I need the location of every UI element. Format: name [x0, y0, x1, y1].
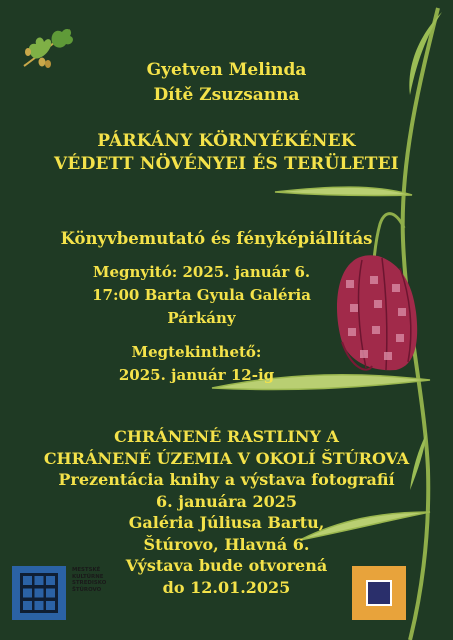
opening-line: 17:00 Barta Gyula Galéria — [92, 286, 311, 304]
slovak-line: do 12.01.2025 — [162, 577, 291, 597]
authors — [0, 58, 453, 108]
cultural-center-logo-text — [72, 567, 122, 593]
logo-text-line: KULTÚRNE — [72, 573, 104, 580]
slovak-line: 6. januára 2025 — [156, 491, 297, 511]
viewing-period — [0, 341, 423, 387]
logo-text-line: ŠTÚROVO — [72, 586, 102, 593]
slovak-line: Štúrovo, Hlavná 6. — [143, 534, 310, 554]
opening-details — [0, 261, 428, 330]
author-name: Gyetven Melinda — [146, 60, 307, 80]
author-name: Dítě Zsuzsanna — [153, 85, 300, 105]
opening-line: Párkány — [167, 309, 236, 327]
window-grid-logo-icon — [20, 573, 58, 613]
viewing-line: Megtekinthető: — [131, 343, 262, 361]
slovak-line: CHRÁNENÉ ÚZEMIA V OKOLÍ ŠTÚROVA — [43, 448, 410, 468]
gallery-logo — [352, 566, 406, 620]
framed-square-logo-icon — [366, 580, 392, 606]
logo-text-line: MESTSKÉ — [72, 567, 101, 573]
title-hungarian — [0, 130, 453, 176]
slovak-line: Výstava bude otvorená — [125, 556, 328, 575]
slovak-line: Galéria Júliusa Bartu, — [128, 513, 325, 532]
subtitle-hungarian: Könyvbemutató és fényképiállítás — [60, 229, 373, 248]
slovak-line: CHRÁNENÉ RASTLINY A — [114, 427, 339, 446]
logo-text-line: STREDISKO — [72, 580, 107, 587]
viewing-line: 2025. január 12-ig — [118, 366, 275, 384]
opening-line: Megnyitó: 2025. január 6. — [92, 263, 311, 281]
title-line: PÁRKÁNY KÖRNYÉKÉNEK — [97, 131, 356, 151]
slovak-line: Prezentácia knihy a výstava fotografií — [58, 470, 395, 489]
cultural-center-logo — [12, 566, 66, 620]
title-line: VÉDETT NÖVÉNYEI ÉS TERÜLETEI — [54, 154, 399, 174]
